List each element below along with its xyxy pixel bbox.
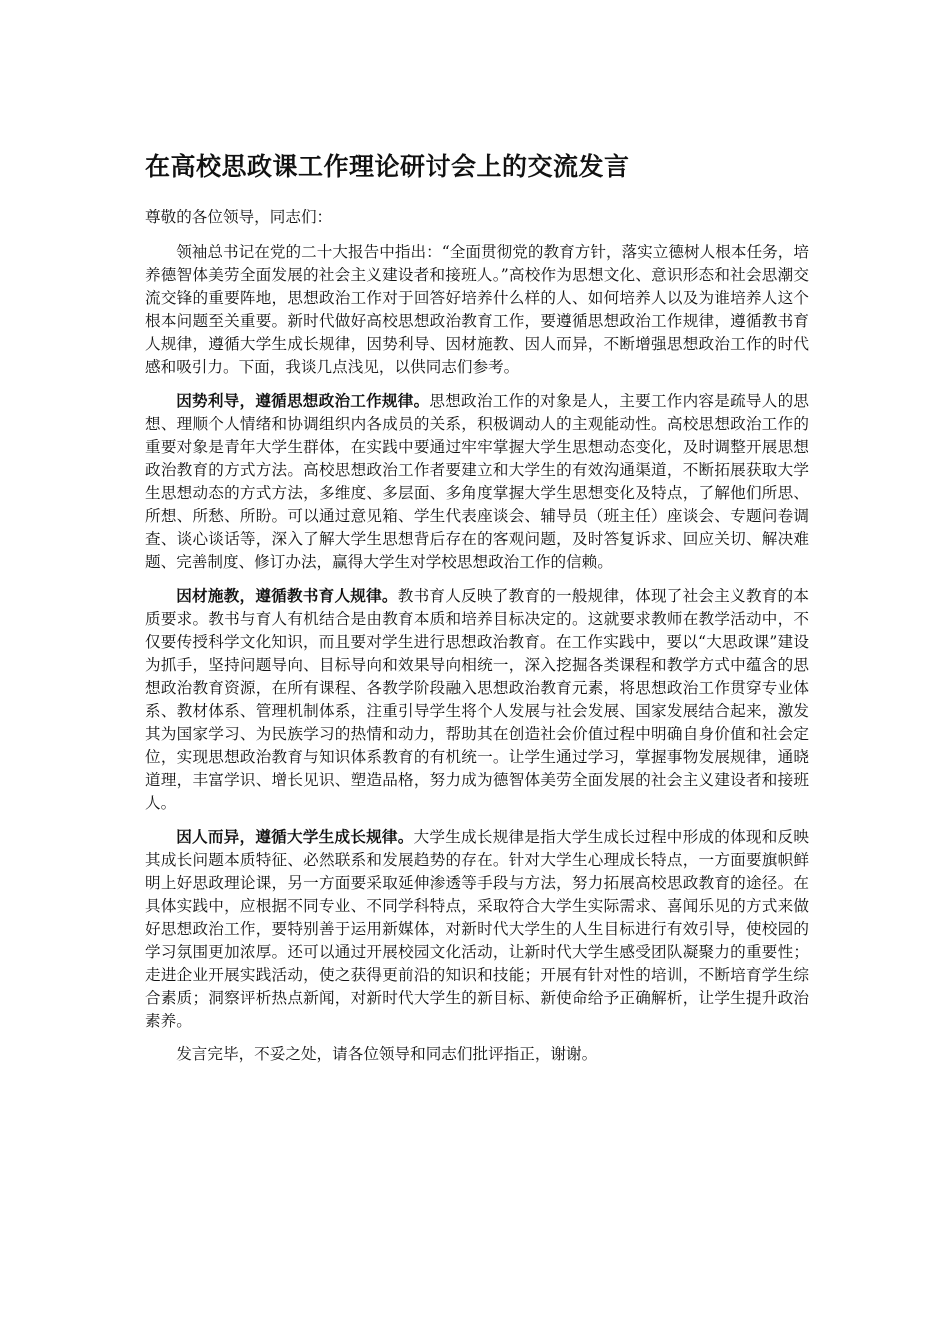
paragraph-closing bbox=[145, 1043, 809, 1066]
section-heading: 因材施教，遵循教书育人规律。 bbox=[176, 586, 398, 605]
paragraph-text: 思想政治工作的对象是人，主要工作内容是疏导人的思想、理顺个人情绪和协调组织内各成员的关系，积极调动人的主观能动性。高校思想政治工作的重要对象是青年大学生群体，在实践中要通过牢牢掌握大学生思想动态变化，及时调整开展思想政治教育的方式方法。高校思想政治工作者要建立和大学生的有效沟通渠道，不断拓展获取大学生思想动态的方式方法，多维度、多层面、多角度掌握大学生思想变化及特点，了解他们所思、所想、所愁、所盼。可以通过意见箱、学生代表座谈会、辅导员（班主任）座谈会、专题问卷调查、谈心谈话等，深入了解大学生思想背后存在的客观问题，及时答复诉求、回应关切、解决难题、完善制度、修订办法，赢得大学生对学校思想政治工作的信赖。 bbox=[145, 392, 809, 571]
salutation: 尊敬的各位领导，同志们： bbox=[145, 208, 333, 226]
paragraph-section-3 bbox=[145, 825, 809, 1033]
paragraph-section-2 bbox=[145, 584, 809, 815]
document-title: 在高校思政课工作理论研讨会上的交流发言 bbox=[145, 152, 630, 181]
paragraph-section-1 bbox=[145, 389, 809, 574]
paragraph-text: 领袖总书记在党的二十大报告中指出：“全面贯彻党的教育方针，落实立德树人根本任务，培养德智体美劳全面发展的社会主义建设者和接班人。”高校作为思想文化、意识形态和社会思潮交流交锋的重要阵地，思想政治工作对于回答好培养什么样的人、如何培养人以及为谁培养人这个根本问题至关重要。新时代做好高校思想政治教育工作，要遵循思想政治工作规律，遵循教书育人规律，遵循大学生成长规律，因势利导、因材施教、因人而异，不断增强思想政治工作的时代感和吸引力。下面，我谈几点浅见，以供同志们参考。 bbox=[145, 243, 809, 376]
document-body bbox=[145, 150, 809, 1076]
section-heading: 因势利导，遵循思想政治工作规律。 bbox=[176, 391, 430, 410]
paragraph-intro bbox=[145, 241, 809, 379]
paragraph-text: 发言完毕，不妥之处，请各位领导和同志们批评指正，谢谢。 bbox=[176, 1045, 598, 1063]
paragraph-text: 大学生成长规律是指大学生成长过程中形成的体现和反映其成长问题本质特征、必然联系和发展趋势的存在。针对大学生心理成长特点，一方面要旗帜鲜明上好思政理论课，另一方面要采取延伸渗透等手段与方法，努力拓展高校思政教育的途径。在具体实践中，应根据不同专业、不同学科特点，采取符合大学生实际需求、喜闻乐见的方式来做好思想政治工作，要特别善于运用新媒体，对新时代大学生的人生目标进行有效引导，使校园的学习氛围更加浓厚。还可以通过开展校园文化活动，让新时代大学生感受团队凝聚力的重要性；走进企业开展实践活动，使之获得更前沿的知识和技能；开展有针对性的培训，不断培育学生综合素质；洞察评析热点新闻，对新时代大学生的新目标、新使命给予正确解析，让学生提升政治素养。 bbox=[145, 828, 809, 1030]
section-heading: 因人而异，遵循大学生成长规律。 bbox=[176, 827, 414, 846]
paragraph-text: 教书育人反映了教育的一般规律，体现了社会主义教育的本质要求。教书与育人有机结合是由教育本质和培养目标决定的。这就要求教师在教学活动中，不仅要传授科学文化知识，而且要对学生进行思想政治教育。在工作实践中，要以“大思政课”建设为抓手，坚持问题导向、目标导向和效果导向相统一，深入挖掘各类课程和教学方式中蕴含的思想政治教育资源，在所有课程、各教学阶段融入思想政治教育元素，将思想政治工作贯穿专业体系、教材体系、管理机制体系，注重引导学生将个人发展与社会发展、国家发展结合起来，激发其为国家学习、为民族学习的热情和动力，帮助其在创造社会价值过程中明确自身价值和社会定位，实现思想政治教育与知识体系教育的有机统一。让学生通过学习，掌握事物发展规律，通晓道理，丰富学识、增长见识、塑造品格，努力成为德智体美劳全面发展的社会主义建设者和接班人。 bbox=[145, 587, 809, 812]
